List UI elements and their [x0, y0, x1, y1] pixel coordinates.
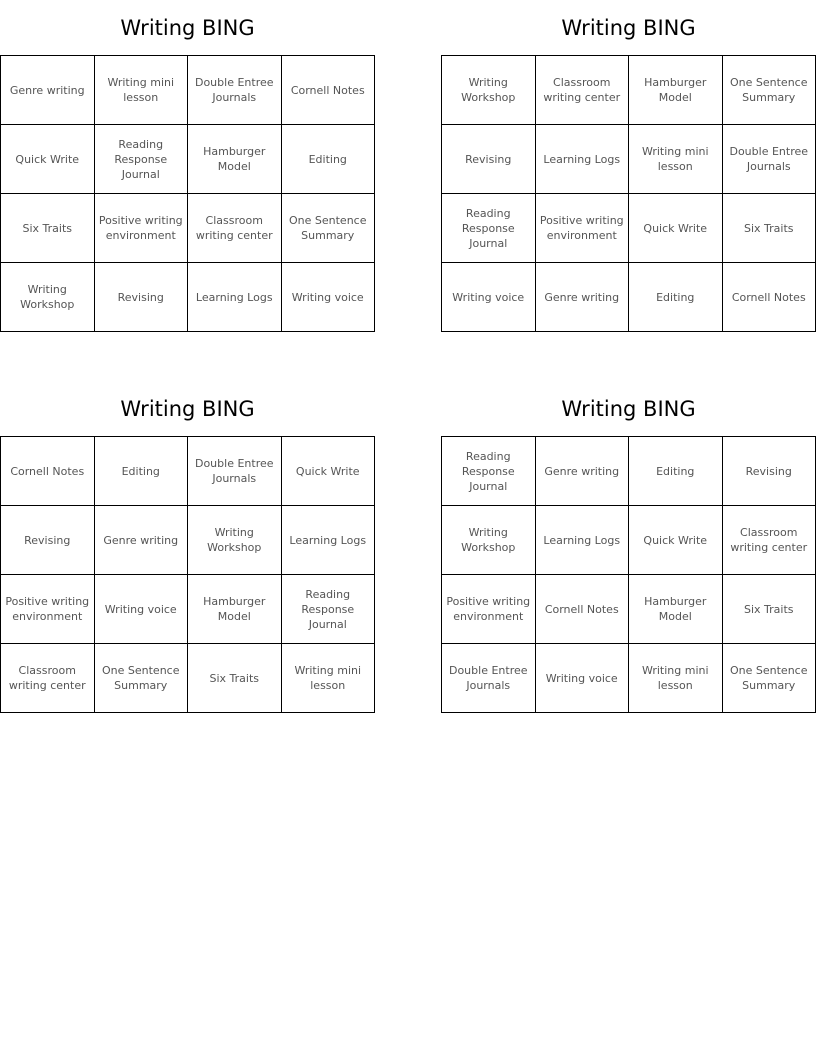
bingo-cell: Writing Workshop	[442, 56, 536, 125]
bingo-cell: Genre writing	[535, 437, 629, 506]
bingo-cell: One Sentence Summary	[94, 644, 188, 713]
bingo-cell: Learning Logs	[535, 125, 629, 194]
bingo-cell: Classroom writing center	[1, 644, 95, 713]
bingo-card	[441, 0, 816, 332]
bingo-cell: Writing voice	[94, 575, 188, 644]
grid-row	[1, 56, 375, 125]
bingo-cell: Reading Response Journal	[281, 575, 375, 644]
bingo-cell: Positive writing environment	[535, 194, 629, 263]
bingo-cell: Classroom writing center	[722, 506, 816, 575]
bingo-cell: One Sentence Summary	[722, 56, 816, 125]
grid-row	[1, 263, 375, 332]
bingo-cell: Cornell Notes	[535, 575, 629, 644]
bingo-cell: Revising	[722, 437, 816, 506]
bingo-cell: Reading Response Journal	[442, 437, 536, 506]
bingo-cell: Hamburger Model	[629, 575, 723, 644]
bingo-cell: Classroom writing center	[535, 56, 629, 125]
grid-row	[1, 194, 375, 263]
bingo-cell: Editing	[94, 437, 188, 506]
bingo-cell: Classroom writing center	[188, 194, 282, 263]
card-title: Writing BING	[561, 16, 696, 40]
bingo-cell: Writing Workshop	[442, 506, 536, 575]
bingo-cell: Learning Logs	[535, 506, 629, 575]
bingo-cell: Genre writing	[94, 506, 188, 575]
bingo-grid	[441, 55, 816, 332]
bingo-cell: Hamburger Model	[188, 125, 282, 194]
bingo-cell: Learning Logs	[281, 506, 375, 575]
bingo-cell: Positive writing environment	[94, 194, 188, 263]
grid-row	[442, 125, 816, 194]
grid-row	[1, 575, 375, 644]
bingo-cell: Writing voice	[442, 263, 536, 332]
bingo-card	[0, 381, 375, 713]
bingo-cell: Editing	[281, 125, 375, 194]
grid-row	[442, 56, 816, 125]
bingo-cell: Six Traits	[722, 575, 816, 644]
bingo-cell: Learning Logs	[188, 263, 282, 332]
bingo-cell: Double Entree Journals	[722, 125, 816, 194]
bingo-cell: Writing voice	[535, 644, 629, 713]
grid-row	[1, 644, 375, 713]
bingo-cell: Writing mini lesson	[629, 125, 723, 194]
grid-row	[442, 194, 816, 263]
bingo-cell: One Sentence Summary	[722, 644, 816, 713]
bingo-cell: Hamburger Model	[629, 56, 723, 125]
bingo-cell: Positive writing environment	[1, 575, 95, 644]
card-title: Writing BING	[120, 397, 255, 421]
bingo-cell: Quick Write	[1, 125, 95, 194]
bingo-cell: Six Traits	[722, 194, 816, 263]
bingo-cell: Writing voice	[281, 263, 375, 332]
grid-row	[1, 125, 375, 194]
card-title: Writing BING	[120, 16, 255, 40]
bingo-cell: Editing	[629, 263, 723, 332]
bingo-cell: Quick Write	[629, 506, 723, 575]
grid-row	[442, 437, 816, 506]
bingo-cell: One Sentence Summary	[281, 194, 375, 263]
bingo-grid	[441, 436, 816, 713]
bingo-cell: Writing mini lesson	[94, 56, 188, 125]
grid-row	[442, 263, 816, 332]
bingo-cell: Quick Write	[281, 437, 375, 506]
bingo-cell: Six Traits	[188, 644, 282, 713]
grid-row	[442, 644, 816, 713]
bingo-cell: Cornell Notes	[722, 263, 816, 332]
bingo-cell: Editing	[629, 437, 723, 506]
bingo-cell: Double Entree Journals	[188, 437, 282, 506]
bingo-cell: Positive writing environment	[442, 575, 536, 644]
bingo-cell: Genre writing	[535, 263, 629, 332]
bingo-cell: Reading Response Journal	[442, 194, 536, 263]
bingo-grid	[0, 55, 375, 332]
bingo-cell: Reading Response Journal	[94, 125, 188, 194]
grid-row	[442, 506, 816, 575]
bingo-cell: Cornell Notes	[1, 437, 95, 506]
bingo-cell: Writing mini lesson	[629, 644, 723, 713]
bingo-cell: Genre writing	[1, 56, 95, 125]
bingo-cell: Quick Write	[629, 194, 723, 263]
bingo-cell: Double Entree Journals	[442, 644, 536, 713]
grid-row	[1, 506, 375, 575]
bingo-card	[441, 381, 816, 713]
bingo-cell: Writing Workshop	[1, 263, 95, 332]
grid-row	[1, 437, 375, 506]
bingo-grid	[0, 436, 375, 713]
bingo-cell: Hamburger Model	[188, 575, 282, 644]
bingo-cell: Cornell Notes	[281, 56, 375, 125]
bingo-cell: Writing Workshop	[188, 506, 282, 575]
bingo-cell: Double Entree Journals	[188, 56, 282, 125]
bingo-cell: Revising	[1, 506, 95, 575]
bingo-cell: Revising	[442, 125, 536, 194]
bingo-cell: Six Traits	[1, 194, 95, 263]
bingo-cell: Revising	[94, 263, 188, 332]
bingo-cell: Writing mini lesson	[281, 644, 375, 713]
bingo-card	[0, 0, 375, 332]
card-title: Writing BING	[561, 397, 696, 421]
grid-row	[442, 575, 816, 644]
